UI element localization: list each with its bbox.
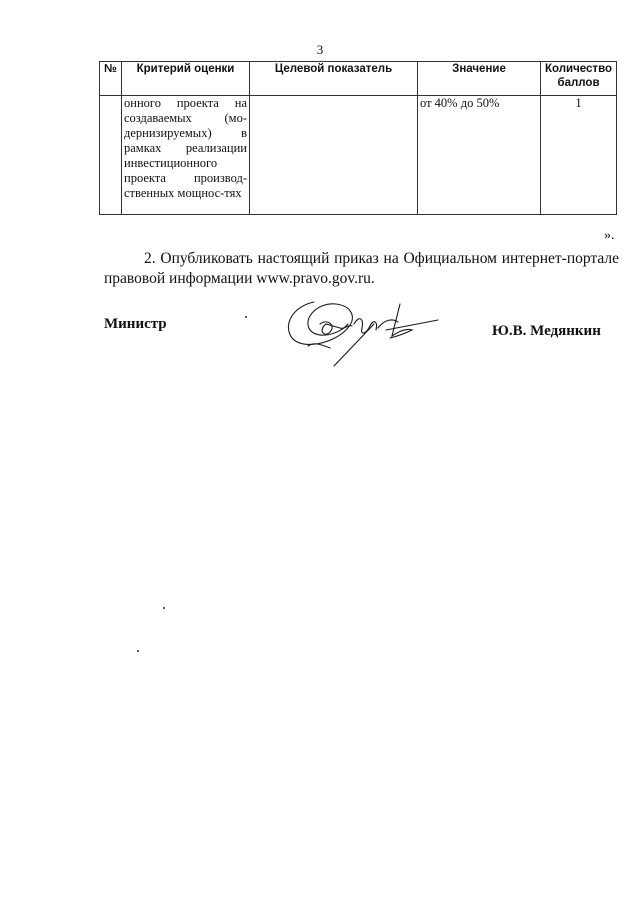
scan-speck — [163, 607, 165, 609]
publication-paragraph: 2. Опубликовать настоящий приказ на Официальном интернет-портале правовой информации www.pravo.gov.ru. — [104, 250, 619, 287]
header-value: Значение — [418, 62, 541, 96]
closing-quote: ». — [604, 228, 615, 243]
criterion-text: онного проекта на создаваемых (мо-дернизируемых) в рамках реализации инвестиционного проекта производ-ственных мощнос-тях — [124, 96, 247, 200]
page-number: 3 — [316, 42, 324, 57]
scan-speck — [137, 650, 139, 652]
handwritten-signature — [274, 284, 449, 369]
header-criterion: Критерий оценки — [122, 62, 250, 96]
cell-number — [100, 96, 122, 215]
signatory-name: Ю.В. Медянкин — [492, 323, 601, 339]
cell-target — [250, 96, 418, 215]
cell-value: от 40% до 50% — [418, 96, 541, 215]
signatory-position: Министр — [104, 316, 167, 332]
criteria-table — [99, 61, 617, 215]
header-number: № — [100, 62, 122, 96]
header-points: Количество баллов — [541, 62, 617, 96]
scan-speck — [245, 316, 247, 318]
table-header-row — [100, 62, 617, 96]
table-row — [100, 96, 617, 215]
cell-criterion — [122, 96, 250, 215]
cell-points: 1 — [541, 96, 617, 215]
header-target: Целевой показатель — [250, 62, 418, 96]
